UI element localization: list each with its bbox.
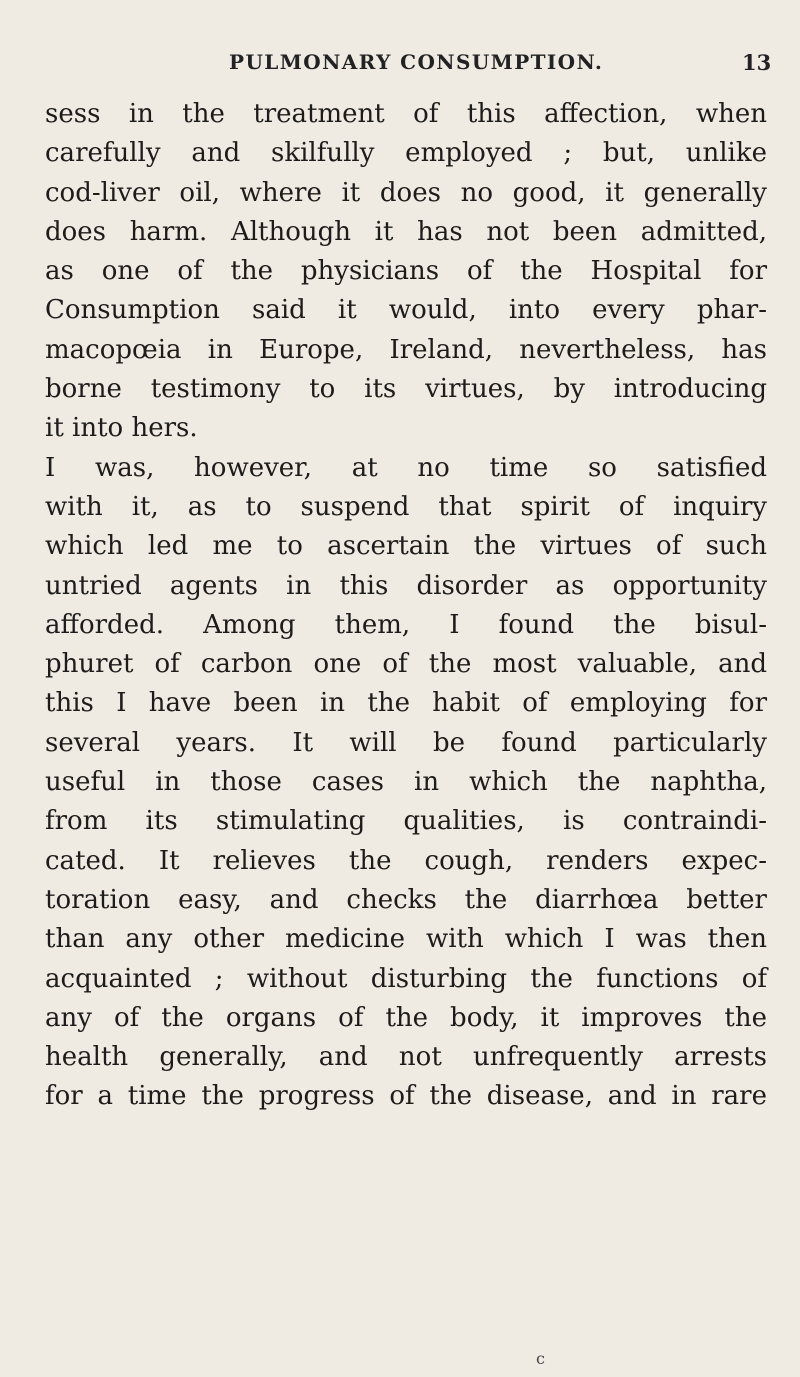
text-line: acquainted ; without disturbing the functions of <box>45 963 767 994</box>
text-line: with it, as to suspend that spirit of inquiry <box>45 491 767 522</box>
signature-mark: c <box>536 1349 545 1368</box>
text-line: from its stimulating qualities, is contraindi- <box>45 806 767 837</box>
text-line: I was, however, at no time so satisfied <box>45 452 767 483</box>
running-title: PULMONARY CONSUMPTION. <box>229 50 604 74</box>
text-line: untried agents in this disorder as opportunity <box>45 570 767 601</box>
text-line: toration easy, and checks the diarrhœa better <box>45 884 767 915</box>
text-line: several years. It will be found particularly <box>45 727 767 758</box>
text-line: does harm. Although it has not been admitted, <box>45 216 767 247</box>
text-line: health generally, and not unfrequently arrests <box>45 1042 767 1073</box>
text-line: phuret of carbon one of the most valuable, and <box>45 649 767 680</box>
text-line: for a time the progress of the disease, and in rare <box>45 1081 767 1112</box>
text-line: this I have been in the habit of employing for <box>45 688 767 719</box>
text-line: macopœia in Europe, Ireland, nevertheless, has <box>45 334 767 365</box>
text-line: sess in the treatment of this affection, when <box>45 99 767 129</box>
text-line: any of the organs of the body, it improves the <box>45 1002 767 1033</box>
text-line: carefully and skilfully employed ; but, unlike <box>45 138 767 169</box>
text-line: cod-liver oil, where it does no good, it generally <box>45 177 767 208</box>
text-line: than any other medicine with which I was then <box>45 924 767 955</box>
text-line: which led me to ascertain the virtues of such <box>45 531 767 562</box>
text-line: borne testimony to its virtues, by introducing <box>45 374 767 405</box>
text-line: as one of the physicians of the Hospital for <box>45 256 767 287</box>
body-text <box>45 95 767 1117</box>
page-number: 13 <box>742 50 772 75</box>
running-head <box>0 50 800 82</box>
text-line: afforded. Among them, I found the bisul- <box>45 609 767 640</box>
text-line: it into hers. <box>45 413 198 444</box>
text-line: cated. It relieves the cough, renders expec- <box>45 845 767 876</box>
text-line: Consumption said it would, into every phar- <box>45 295 767 326</box>
text-line: useful in those cases in which the naphtha, <box>45 767 767 798</box>
